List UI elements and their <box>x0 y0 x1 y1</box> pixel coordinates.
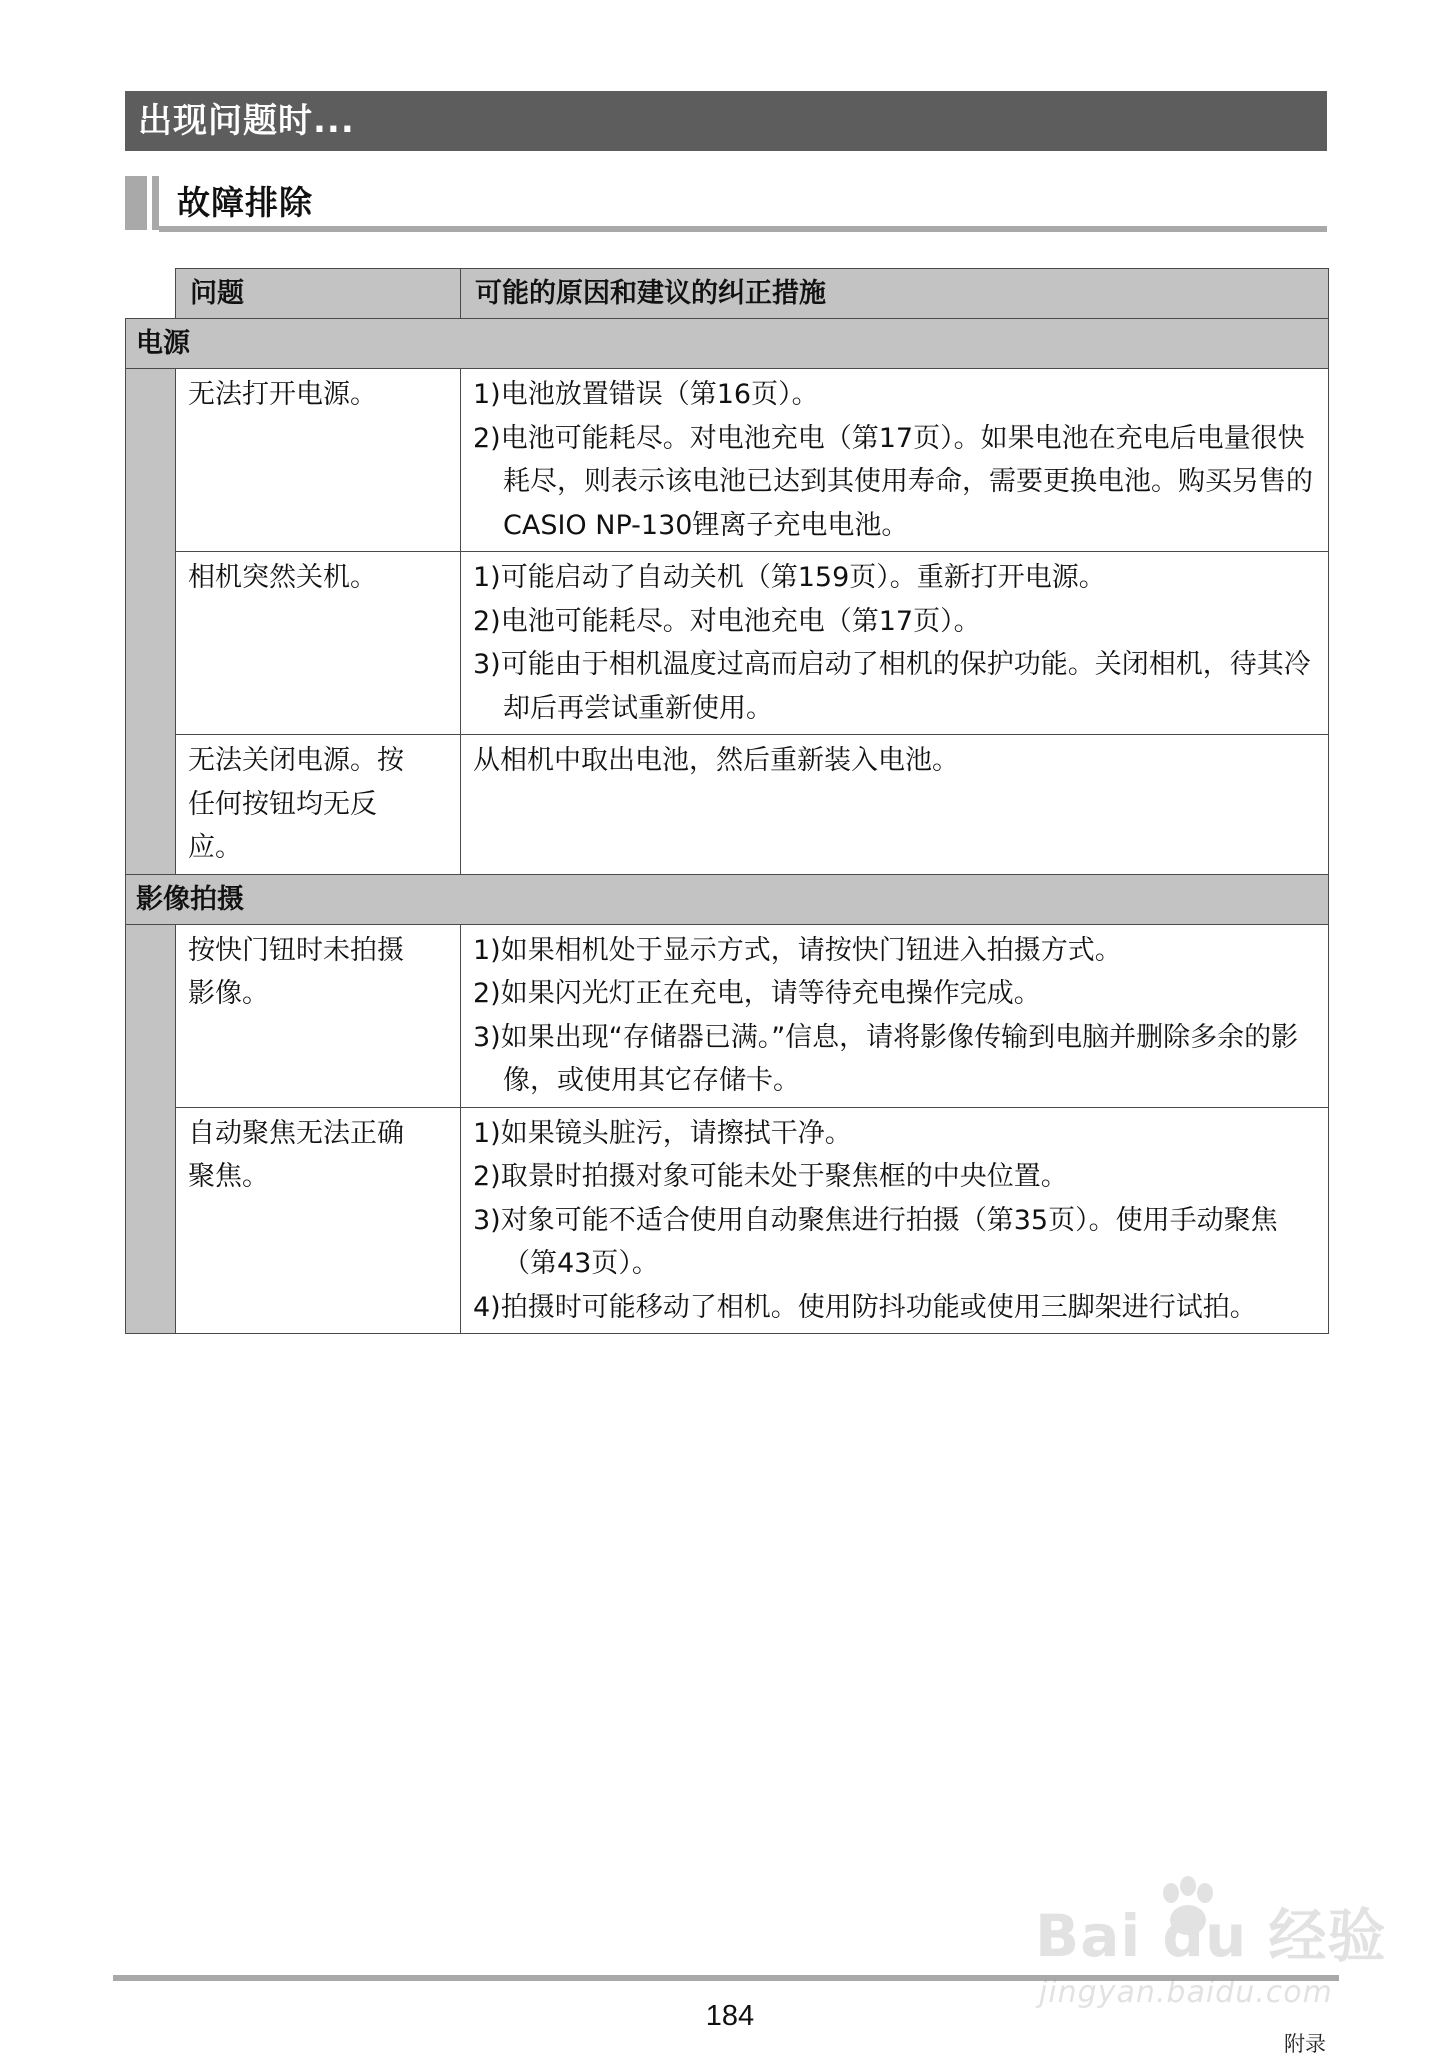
section-marker <box>125 176 147 230</box>
section-marker <box>152 176 159 230</box>
category-gutter <box>126 369 176 875</box>
problem-cell <box>176 552 461 735</box>
problem-text-line: 按快门钮时未拍摄 <box>188 934 404 966</box>
problem-text-line: 无法打开电源。 <box>188 379 377 410</box>
category-gutter <box>126 924 176 1334</box>
problem-text-line: 应。 <box>188 832 242 863</box>
category-row <box>126 874 1329 924</box>
table-row <box>126 552 1329 735</box>
header-remedy: 可能的原因和建议的纠正措施 <box>461 269 1329 319</box>
baidu-watermark <box>1035 1875 1395 2025</box>
problem-cell <box>176 1107 461 1334</box>
remedy-item: 2)电池可能耗尽。对电池充电（第17页）。如果电池在充电后电量很快耗尽，则表示该电池已达到其使用寿命，需要更换电池。购买另售的CASIO NP-130锂离子充电电池。 <box>473 422 1313 541</box>
header-problem: 问题 <box>176 269 461 319</box>
remedy-item: 1)电池放置错误（第16页）。 <box>473 379 819 410</box>
remedy-cell <box>461 552 1329 735</box>
problem-cell <box>176 369 461 552</box>
table-corner <box>126 269 176 319</box>
footer-section-label: 附录 <box>1284 2032 1326 2056</box>
remedy-cell <box>461 735 1329 875</box>
remedy-item: 4)拍摄时可能移动了相机。使用防抖功能或使用三脚架进行试拍。 <box>473 1291 1257 1323</box>
remedy-item: 1)如果相机处于显示方式，请按快门钮进入拍摄方式。 <box>473 934 1122 966</box>
problem-cell <box>176 735 461 875</box>
remedy-item: 2)取景时拍摄对象可能未处于聚焦框的中央位置。 <box>473 1161 1068 1192</box>
table-body <box>126 319 1329 1334</box>
remedy-item: 2)如果闪光灯正在充电，请等待充电操作完成。 <box>473 978 1041 1009</box>
problem-text-line: 影像。 <box>188 978 269 1009</box>
remedy-item: 3)可能由于相机温度过高而启动了相机的保护功能。关闭相机，待其冷却后再尝试重新使用。 <box>473 649 1311 724</box>
remedy-cell <box>461 924 1329 1107</box>
remedy-item: 3)如果出现“存储器已满。”信息，请将影像传输到电脑并删除多余的影像，或使用其它存储卡。 <box>473 1021 1299 1096</box>
remedy-item: 从相机中取出电池，然后重新装入电池。 <box>473 745 959 776</box>
chapter-title: 出现问题时... <box>125 91 1327 151</box>
table-header-row <box>126 269 1329 319</box>
category-label: 电源 <box>126 319 1329 369</box>
page-number: 184 <box>705 2000 755 2032</box>
table-row <box>126 1107 1329 1334</box>
remedy-item: 1)可能启动了自动关机（第159页）。重新打开电源。 <box>473 562 1106 593</box>
watermark-url: jingyan.baidu.com <box>1039 1975 1333 2010</box>
section-divider <box>159 226 1327 232</box>
problem-text-line: 相机突然关机。 <box>188 562 377 593</box>
remedy-cell <box>461 1107 1329 1334</box>
category-label: 影像拍摄 <box>126 874 1329 924</box>
category-row <box>126 319 1329 369</box>
table-row <box>126 369 1329 552</box>
problem-text-line: 自动聚焦无法正确 <box>188 1117 404 1149</box>
table-row <box>126 924 1329 1107</box>
section-title: 故障排除 <box>177 183 313 222</box>
problem-cell <box>176 924 461 1107</box>
section-heading <box>125 176 1327 234</box>
remedy-cell <box>461 369 1329 552</box>
remedy-item: 1)如果镜头脏污，请擦拭干净。 <box>473 1117 852 1149</box>
problem-text-line: 无法关闭电源。按 <box>188 745 404 776</box>
troubleshooting-table <box>125 268 1329 1334</box>
remedy-item: 3)对象可能不适合使用自动聚焦进行拍摄（第35页）。使用手动聚焦（第43页）。 <box>473 1204 1278 1279</box>
table-row <box>126 735 1329 875</box>
remedy-item: 2)电池可能耗尽。对电池充电（第17页）。 <box>473 605 981 637</box>
watermark-brand: Bai du 经验 <box>1035 1902 1387 1970</box>
problem-text-line: 任何按钮均无反 <box>188 788 377 820</box>
problem-text-line: 聚焦。 <box>188 1161 269 1192</box>
